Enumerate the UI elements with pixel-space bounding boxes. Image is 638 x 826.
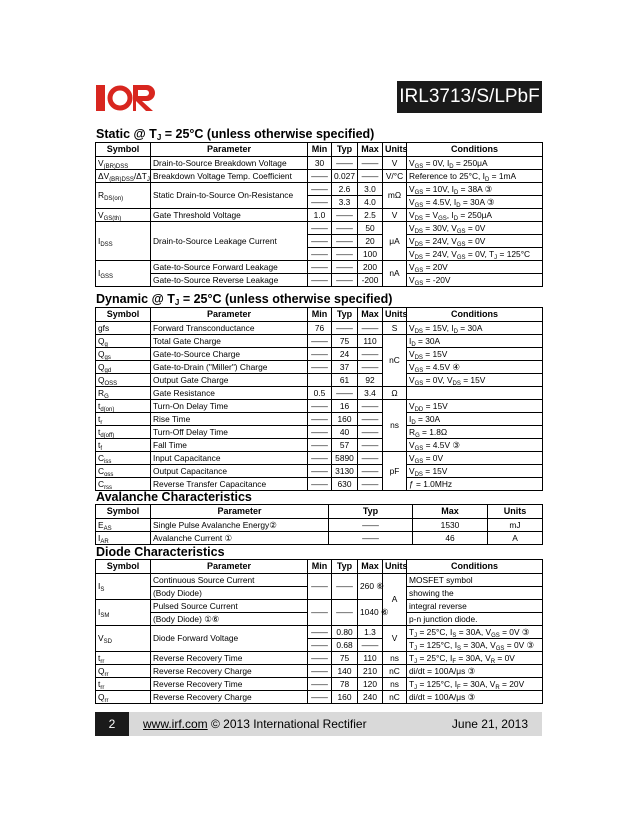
static-section-title: Static @ $T_J = 25^\circ C$ (unless otherwise specified) [96,127,375,142]
table-row: $V_{(BR)DSS}$ Drain-to-Source Breakdown Voltage 30 —— —— V $V_{GS} = 0V$, $I_D = 250\mu A$ [96,157,543,170]
table-row: $Q_g$ Total Gate Charge —— 75 110 nC $I_D = 30A$ [96,335,543,348]
table-header-row: Symbol Parameter Min Typ Max Units Conditions [96,560,543,574]
table-row: (Body Diode) showing the [96,587,543,600]
footer-date: June 21, 2013 [451,717,528,731]
part-number-box [397,81,542,113]
table-row: $t_{rr}$ Reverse Recovery Time —— 75 110 ns $T_J = 25^\circ C$, $I_F = 30A$, $V_R = 0V$ [96,652,543,665]
table-row: $I_{AR}$ Avalanche Current ① —— 46 A [96,532,543,545]
page-number: 2 [95,712,129,736]
table-row: $t_{rr}$ Reverse Recovery Time —— 78 120 ns $T_J = 125^\circ C$, $I_F = 30A$, $V_R = 20V$ [96,678,543,691]
dynamic-table [95,307,543,491]
dynamic-section-title: Dynamic @ $T_J = 25^\circ C$ (unless otherwise specified) [96,292,393,307]
table-row: $R_G$ Gate Resistance 0.5 —— 3.4 Ω [96,387,543,400]
table-row: $t_r$ Rise Time —— 160 —— $I_D = 30A$ [96,413,543,426]
ir-logo [95,84,159,112]
website-link[interactable]: www.irf.com [143,717,208,731]
table-row: $V_{GS(th)}$ Gate Threshold Voltage 1.0 —— 2.5 V $V_{DS} = V_{GS}$, $I_D = 250\mu A$ [96,209,543,222]
table-row: $E_{AS}$ Single Pulse Avalanche Energy② —— 1530 mJ [96,519,543,532]
avalanche-section-title: Avalanche Characteristics [96,490,252,504]
diode-section-title: Diode Characteristics [96,545,225,559]
table-row: —— 0.68 —— $T_J = 125^\circ C$, $I_S = 30A$, $V_{GS} = 0V$ ③ [96,639,543,652]
table-row: $I_{GSS}$ Gate-to-Source Forward Leakage —— —— 200 nA $V_{GS} = 20V$ [96,261,543,274]
table-row: $I_S$ Continuous Source Current —— —— 260 ⑥ A MOSFET symbol [96,574,543,587]
table-row: $t_f$ Fall Time —— 57 —— $V_{GS} = 4.5V$ ③ [96,439,543,452]
table-row: (Body Diode) ①⑥ p-n junction diode. [96,613,543,626]
table-row: $t_{d(on)}$ Turn-On Delay Time —— 16 —— ns $V_{DD} = 15V$ [96,400,543,413]
table-row: $\Delta V_{(BR)DSS}/\Delta T_J$ Breakdown Voltage Temp. Coefficient —— 0.027 —— V/°C Reference to 25°C, $I_D = 1mA$ [96,170,543,183]
diode-table [95,559,543,704]
table-row: $t_{d(off)}$ Turn-Off Delay Time —— 40 —— $R_G = 1.8\Omega$ [96,426,543,439]
table-header-row: Symbol Parameter Min Typ Max Units Conditions [96,308,543,322]
footer-copyright: www.irf.com © 2013 International Rectifier [143,717,367,731]
table-row: $C_{oss}$ Output Capacitance —— 3130 —— $V_{DS} = 15V$ [96,465,543,478]
static-table [95,142,543,287]
table-row: $Q_{rr}$ Reverse Recovery Charge —— 140 210 nC di/dt = 100A/μs ③ [96,665,543,678]
avalanche-table [95,504,543,545]
table-row: $I_{SM}$ Pulsed Source Current —— —— 1040 ⑥ integral reverse [96,600,543,613]
table-row: $R_{DS(on)}$ Static Drain-to-Source On-Resistance —— 2.6 3.0 mΩ $V_{GS} = 10V$, $I_D = 38A$ ③ [96,183,543,196]
table-row: —— —— 20 $V_{DS} = 24V$, $V_{GS} = 0V$ [96,235,543,248]
table-row: $Q_{gd}$ Gate-to-Drain ("Miller") Charge —— 37 —— $V_{GS} = 4.5V$ ④ [96,361,543,374]
table-row: —— 3.3 4.0 $V_{GS} = 4.5V$, $I_D = 30A$ ③ [96,196,543,209]
table-header-row: Symbol Parameter Min Typ Max Units Conditions [96,143,543,157]
table-row: $C_{rss}$ Reverse Transfer Capacitance —— 630 —— ƒ = 1.0MHz [96,478,543,491]
table-row: —— —— 100 $V_{DS} = 24V$, $V_{GS} = 0V$, $T_J = 125^\circ C$ [96,248,543,261]
page-footer [95,712,542,736]
table-row: $Q_{gs}$ Gate-to-Source Charge —— 24 —— $V_{DS} = 15V$ [96,348,543,361]
table-row: Gate-to-Source Reverse Leakage —— —— -200 $V_{GS} = -20V$ [96,274,543,287]
part-number: IRL3713/S/LPbF [399,86,540,107]
table-row: $C_{iss}$ Input Capacitance —— 5890 —— pF $V_{GS} = 0V$ [96,452,543,465]
table-row: gfs Forward Transconductance 76 —— —— S $V_{DS} = 15V$, $I_D = 30A$ [96,322,543,335]
table-row: $V_{SD}$ Diode Forward Voltage —— 0.80 1.3 V $T_J = 25^\circ C$, $I_S = 30A$, $V_{GS} = 0V$ ③ [96,626,543,639]
table-header-row: Symbol Parameter Typ Max Units [96,505,543,519]
table-row: $Q_{rr}$ Reverse Recovery Charge —— 160 240 nC di/dt = 100A/μs ③ [96,691,543,704]
table-row: $Q_{OSS}$ Output Gate Charge 61 92 $V_{GS} = 0V$, $V_{DS} = 15V$ [96,374,543,387]
table-row: $I_{DSS}$ Drain-to-Source Leakage Current —— —— 50 μA $V_{DS} = 30V$, $V_{GS} = 0V$ [96,222,543,235]
